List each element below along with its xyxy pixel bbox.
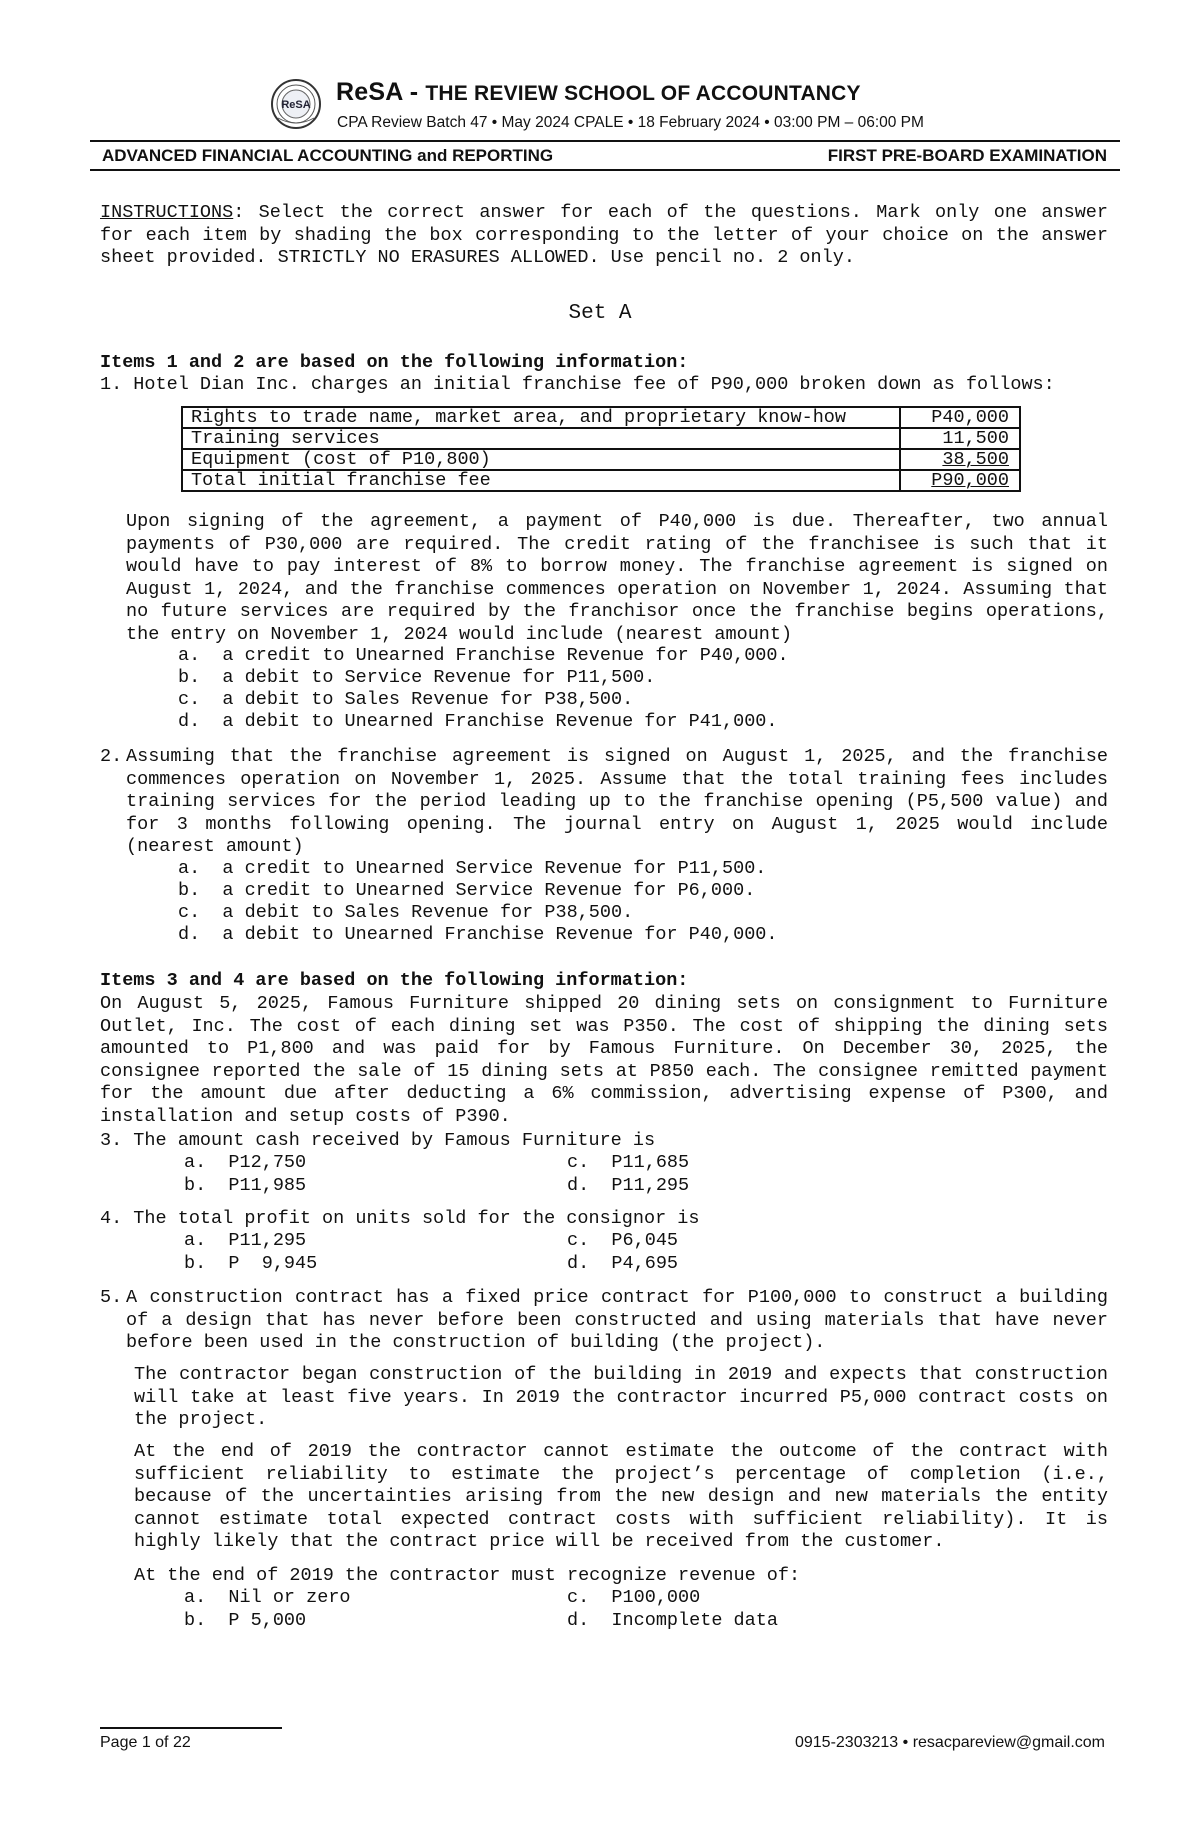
table-cell: P40,000 <box>900 407 1020 428</box>
table-cell: 38,500 <box>900 449 1020 470</box>
q2-option-a: a. a credit to Unearned Service Revenue for P11,500. <box>178 858 767 879</box>
q5-option-b: b. P 5,000 <box>184 1610 307 1631</box>
q2-option-d: d. a debit to Unearned Franchise Revenue for P40,000. <box>178 924 778 945</box>
q2-number: 2. <box>100 746 123 767</box>
table-cell: P90,000 <box>900 470 1020 491</box>
q4-option-d: d. P4,695 <box>567 1253 679 1274</box>
table-row <box>182 470 1020 491</box>
table-cell: Total initial franchise fee <box>182 470 900 491</box>
q5-paragraph-1: The contractor began construction of the building in 2019 and expects that construction will take at least five years. In 2019 the contractor incurred P5,000 contract costs on the project. <box>134 1364 1108 1430</box>
q4-option-b: b. P 9,945 <box>184 1253 318 1274</box>
q1-body: Upon signing of the agreement, a payment of P40,000 is due. Thereafter, two annual payments of P30,000 are required. The credit rating of the franchisee is such that it would have to pay interest of 8% to borrow money. The franchise agreement is signed on August 1, 2024, and the franchise commences operation on November 1, 2024. Assuming that no future services are required by the franchisor once the franchise begins operations, the entry on November 1, 2024 would include (nearest amount) <box>126 511 1108 645</box>
q4-stem: 4. The total profit on units sold for the consignor is <box>100 1208 700 1229</box>
footer-rule <box>100 1727 282 1729</box>
instructions <box>100 202 1108 270</box>
table-cell: Rights to trade name, market area, and proprietary know-how <box>182 407 900 428</box>
q1-option-c: c. a debit to Sales Revenue for P38,500. <box>178 689 634 710</box>
q3-option-c: c. P11,685 <box>567 1152 690 1173</box>
page-number: Page 1 of 22 <box>100 1734 191 1751</box>
q3-option-a: a. P12,750 <box>184 1152 307 1173</box>
q1-option-b: b. a debit to Service Revenue for P11,500. <box>178 667 656 688</box>
instructions-text: : Select the correct answer for each of the questions. Mark only one answer for each item by shading the box corresponding to the letter of your choice on the answer sheet provided. STRICTLY NO ERASURES ALLOWED. Use pencil no. 2 only. <box>100 202 1108 268</box>
table-row <box>182 407 1020 428</box>
q3-stem: 3. The amount cash received by Famous Furniture is <box>100 1130 656 1151</box>
table-cell: Equipment (cost of P10,800) <box>182 449 900 470</box>
exam-title: FIRST PRE-BOARD EXAMINATION <box>827 146 1107 165</box>
set-title: Set A <box>568 302 632 325</box>
footer-contact: 0915-2303213 • resacpareview@gmail.com <box>794 1734 1105 1751</box>
q5-option-a: a. Nil or zero <box>184 1587 351 1608</box>
q3-option-d: d. P11,295 <box>567 1175 690 1196</box>
q1-option-a: a. a credit to Unearned Franchise Revenue for P40,000. <box>178 645 789 666</box>
franchise-fee-table <box>181 406 1021 492</box>
group1-heading: Items 1 and 2 are based on the following information: <box>100 352 689 373</box>
q5-paragraph-2: At the end of 2019 the contractor cannot estimate the outcome of the contract with sufficient reliability to estimate the project’s percentage of completion (i.e., because of the uncertainties arising from the new design and new materials the entity cannot estimate total expected contract costs with sufficient reliability). It is highly likely that the contract price will be received from the customer. <box>134 1441 1108 1552</box>
q2-option-c: c. a debit to Sales Revenue for P38,500. <box>178 902 634 923</box>
table-cell: 11,500 <box>900 428 1020 449</box>
table-row <box>182 428 1020 449</box>
q5-question: At the end of 2019 the contractor must recognize revenue of: <box>134 1565 801 1586</box>
svg-text:ReSA: ReSA <box>281 99 311 111</box>
q5-stem: A construction contract has a fixed price contract for P100,000 to construct a building of a design that has never before been constructed and using materials that have never before been used in the construction of building (the project). <box>126 1287 1108 1353</box>
resa-logo-icon <box>270 78 322 130</box>
q4-option-c: c. P6,045 <box>567 1230 679 1251</box>
q2-option-b: b. a credit to Unearned Service Revenue for P6,000. <box>178 880 756 901</box>
table-row <box>182 449 1020 470</box>
group2-info: On August 5, 2025, Famous Furniture shipped 20 dining sets on consignment to Furniture Outlet, Inc. The cost of each dining set was P350. The cost of shipping the dining sets amounted to P1,800 and was paid for by Famous Furniture. On December 30, 2025, the consignee reported the sale of 15 dining sets at P850 each. The consignee remitted payment for the amount due after deducting a 6% commission, advertising expense of P300, and installation and setup costs of P390. <box>100 993 1108 1127</box>
subject-title: ADVANCED FINANCIAL ACCOUNTING and REPORTING <box>102 146 554 165</box>
q5-option-d: d. Incomplete data <box>567 1610 778 1631</box>
exam-subline: CPA Review Batch 47 • May 2024 CPALE • 18 February 2024 • 03:00 PM – 06:00 PM <box>337 114 924 131</box>
header-rule-bottom <box>90 169 1120 171</box>
q5-option-c: c. P100,000 <box>567 1587 701 1608</box>
school-name: ReSA - THE REVIEW SCHOOL OF ACCOUNTANCY <box>336 78 861 106</box>
q5-number: 5. <box>100 1287 123 1308</box>
table-cell: Training services <box>182 428 900 449</box>
group2-heading: Items 3 and 4 are based on the following information: <box>100 970 689 991</box>
q1-option-d: d. a debit to Unearned Franchise Revenue for P41,000. <box>178 711 778 732</box>
header-rule-top <box>90 140 1120 142</box>
q3-option-b: b. P11,985 <box>184 1175 307 1196</box>
q2-body: Assuming that the franchise agreement is signed on August 1, 2025, and the franchise commences operation on November 1, 2025. Assume that the total training fees includes training services for the period leading up to the franchise opening (P5,500 value) and for 3 months following opening. The journal entry on August 1, 2025 would include (nearest amount) <box>126 746 1108 857</box>
q1-stem: 1. Hotel Dian Inc. charges an initial franchise fee of P90,000 broken down as follows: <box>100 374 1055 395</box>
instructions-label: INSTRUCTIONS <box>100 202 234 223</box>
q4-option-a: a. P11,295 <box>184 1230 307 1251</box>
